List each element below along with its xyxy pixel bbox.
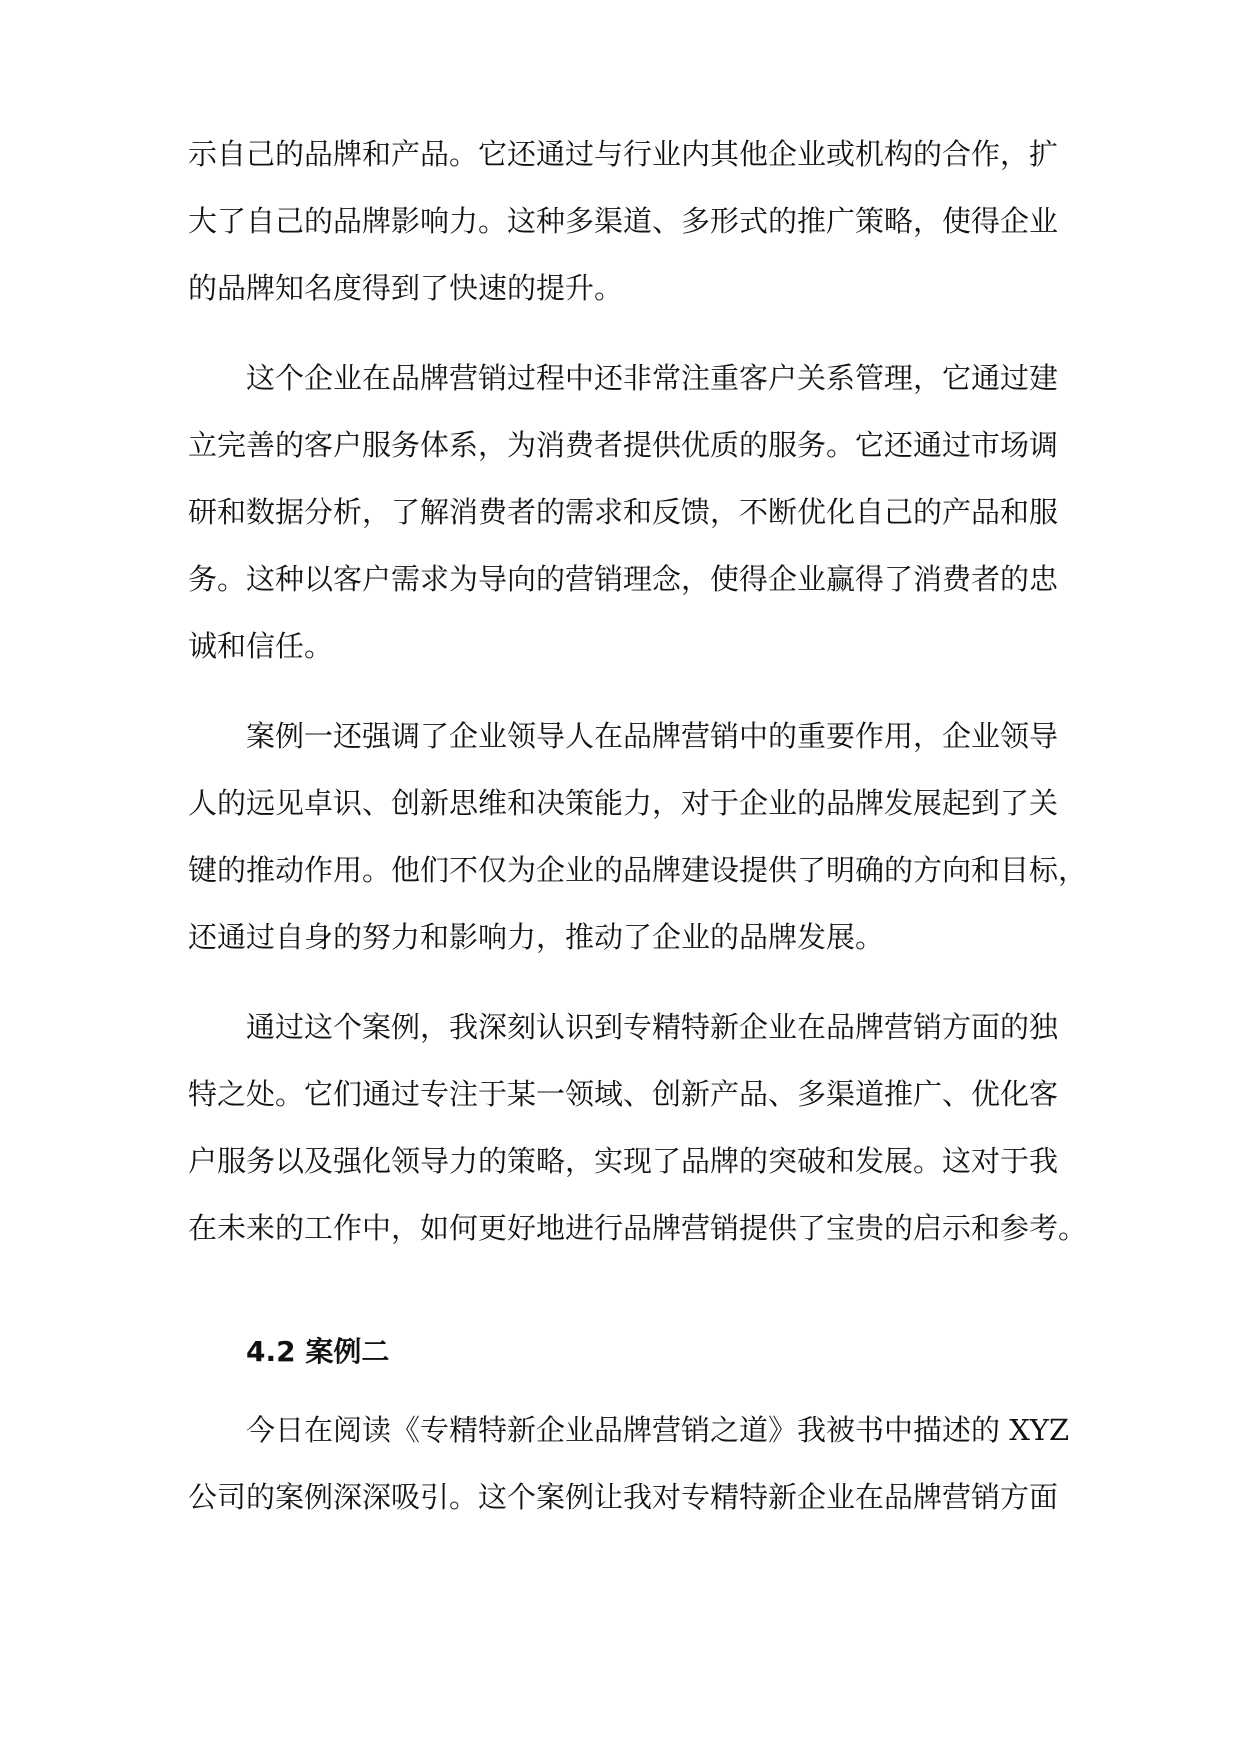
text-line: 特之处。它们通过专注于某一领域、创新产品、多渠道推广、优化客 (188, 1077, 1059, 1111)
text-line: 还通过自身的努力和影响力，推动了企业的品牌发展。 (188, 920, 885, 954)
paragraph-start-line: 今日在阅读《专精特新企业品牌营销之道》我被书中描述的 XYZ (246, 1413, 1070, 1447)
paragraph-start-line: 案例一还强调了企业领导人在品牌营销中的重要作用，企业领导 (246, 719, 1059, 753)
text-line: 的品牌知名度得到了快速的提升。 (188, 271, 624, 305)
text-line: 务。这种以客户需求为导向的营销理念，使得企业赢得了消费者的忠 (188, 562, 1059, 596)
text-line: 示自己的品牌和产品。它还通过与行业内其他企业或机构的合作，扩 (188, 137, 1059, 171)
text-line: 键的推动作用。他们不仅为企业的品牌建设提供了明确的方向和目标， (188, 853, 1088, 887)
text-line: 公司的案例深深吸引。这个案例让我对专精特新企业在品牌营销方面 (188, 1480, 1059, 1514)
text-line: 户服务以及强化领导力的策略，实现了品牌的突破和发展。这对于我 (188, 1144, 1059, 1178)
text-line: 大了自己的品牌影响力。这种多渠道、多形式的推广策略，使得企业 (188, 204, 1059, 238)
paragraph-start-line: 通过这个案例，我深刻认识到专精特新企业在品牌营销方面的独 (246, 1010, 1059, 1044)
paragraph-start-line: 这个企业在品牌营销过程中还非常注重客户关系管理，它通过建 (246, 361, 1059, 395)
text-line: 在未来的工作中，如何更好地进行品牌营销提供了宝贵的启示和参考。 (188, 1211, 1088, 1245)
text-line: 诚和信任。 (188, 629, 334, 663)
section-heading: 4.2 案例二 (246, 1335, 390, 1368)
text-line: 研和数据分析，了解消费者的需求和反馈，不断优化自己的产品和服 (188, 495, 1059, 529)
text-line: 立完善的客户服务体系，为消费者提供优质的服务。它还通过市场调 (188, 428, 1059, 462)
text-line: 人的远见卓识、创新思维和决策能力，对于企业的品牌发展起到了关 (188, 786, 1059, 820)
